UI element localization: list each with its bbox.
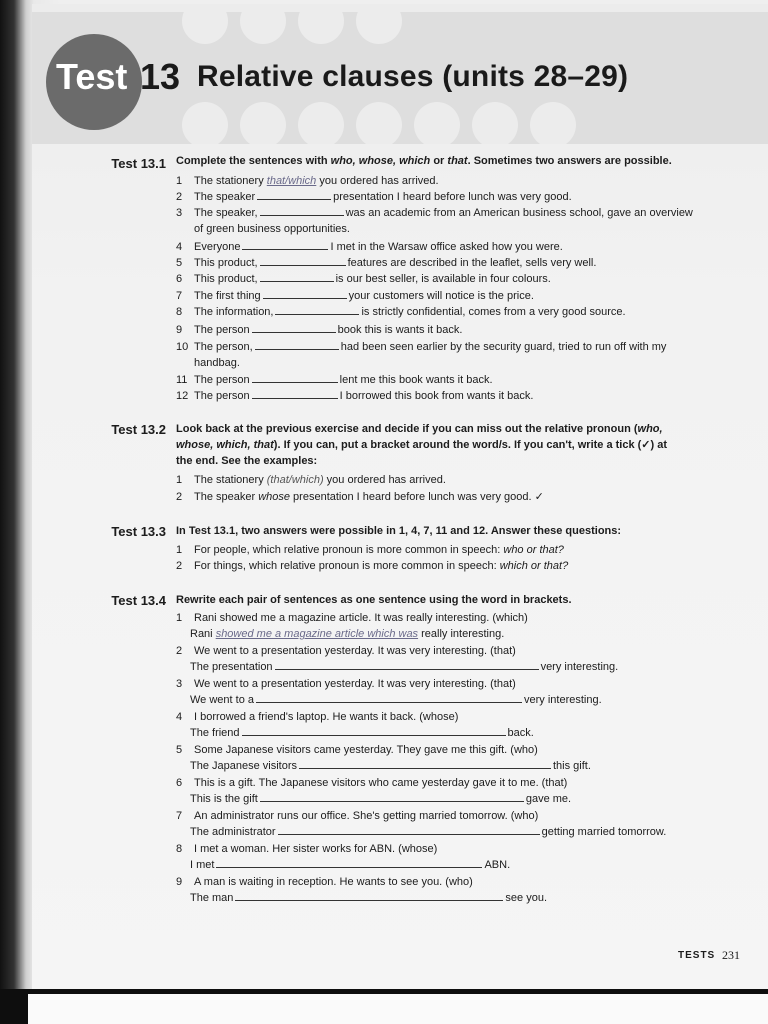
exercise-item: 11 The person lent me this book wants it back. <box>176 374 493 386</box>
instruction-13-2-line-1: Look back at the previous exercise and decide if you can miss out the relative pronoun (who, <box>176 423 663 435</box>
example-item: 1 The stationery (that/which) you ordered has arrived. <box>176 474 446 486</box>
example-item: 2 The speaker whose presentation I heard before lunch was very good. ✓ <box>176 491 544 503</box>
exercise-item: 9 The person book this is wants it back. <box>176 324 463 336</box>
answer-blank[interactable] <box>252 372 338 383</box>
exercise-item: 8 The information, is strictly confidential, comes from a very good source. <box>176 306 626 318</box>
answer-blank[interactable] <box>260 271 334 282</box>
rewrite-answer-line: The administrator getting married tomorrow. <box>190 826 667 838</box>
rewrite-question: 1 Rani showed me a magazine article. It was really interesting. (which) <box>176 612 528 624</box>
exercise-item: 5 This product, features are described in the leaflet, sells very well. <box>176 257 597 269</box>
rewrite-answer-line: The friend back. <box>190 727 534 739</box>
exercise-item: 1 The stationery that/which you ordered has arrived. <box>176 175 439 187</box>
rewrite-question: 3 We went to a presentation yesterday. It was very interesting. (that) <box>176 678 516 690</box>
rewrite-answer-line: The Japanese visitors this gift. <box>190 760 591 772</box>
rewrite-answer-line: The presentation very interesting. <box>190 661 619 673</box>
answer-blank[interactable] <box>252 388 338 399</box>
section-label-13-4: Test 13.4 <box>111 593 166 608</box>
answer-blank[interactable] <box>235 890 503 901</box>
answer-blank[interactable] <box>255 339 339 350</box>
exercise-item: 3 The speaker, was an academic from an American business school, gave an overview <box>176 207 693 219</box>
rewrite-question: 5 Some Japanese visitors came yesterday. They gave me this gift. (who) <box>176 744 538 756</box>
exercise-item: 6 This product, is our best seller, is available in four colours. <box>176 273 551 285</box>
rewrite-answer-line: The man see you. <box>190 892 548 904</box>
rewrite-question: 6 This is a gift. The Japanese visitors who came yesterday gave it to me. (that) <box>176 777 568 789</box>
answer-blank[interactable] <box>278 824 540 835</box>
answer-blank[interactable] <box>216 857 482 868</box>
test-word: Test <box>56 56 128 97</box>
rewrite-answer-line: We went to a very interesting. <box>190 694 602 706</box>
answer-blank[interactable] <box>242 725 506 736</box>
answer-blank[interactable] <box>256 692 522 703</box>
rewrite-question: 9 A man is waiting in reception. He wants to see you. (who) <box>176 876 473 888</box>
rewrite-answer-line: This is the gift gave me. <box>190 793 572 805</box>
rewrite-answer-line: I met ABN. <box>190 859 511 871</box>
instruction-13-2-line-2: whose, which, that). If you can, put a bracket around the word/s. If you can't, write a tick (✓) at <box>176 439 668 451</box>
exercise-item: 2 The speaker presentation I heard before lunch was very good. <box>176 191 572 203</box>
answer-blank[interactable] <box>260 205 344 216</box>
exercise-item: 4 Everyone I met in the Warsaw office asked how you were. <box>176 241 563 253</box>
rewrite-question: 4 I borrowed a friend's laptop. He wants it back. (whose) <box>176 711 459 723</box>
exercise-item: 12 The person I borrowed this book from wants it back. <box>176 390 534 402</box>
answer-blank[interactable] <box>263 288 347 299</box>
rewrite-question: 8 I met a woman. Her sister works for ABN. (whose) <box>176 843 438 855</box>
handwritten-answer: that/which <box>266 175 317 187</box>
answer-blank[interactable] <box>299 758 551 769</box>
instruction-13-3: In Test 13.1, two answers were possible in 1, 4, 7, 11 and 12. Answer these questions: <box>176 525 622 537</box>
answer-blank[interactable] <box>275 659 539 670</box>
instruction-13-4: Rewrite each pair of sentences as one sentence using the word in brackets. <box>176 594 572 606</box>
exercise-item-continuation: of green business opportunities. <box>194 223 350 235</box>
answer-blank[interactable] <box>257 189 331 200</box>
page-title: Relative clauses (units 28–29) <box>197 60 629 93</box>
exercise-item: 10 The person, had been seen earlier by the security guard, tried to run off with my <box>176 341 667 353</box>
answer-blank[interactable] <box>260 791 524 802</box>
rewrite-question: 2 We went to a presentation yesterday. It was very interesting. (that) <box>176 645 516 657</box>
handwritten-answer: showed me a magazine article which was <box>215 628 419 640</box>
rewrite-question: 7 An administrator runs our office. She's getting married tomorrow. (who) <box>176 810 539 822</box>
next-page-edge <box>28 994 768 1024</box>
answer-blank[interactable] <box>260 255 346 266</box>
test-number: 13 <box>140 56 181 97</box>
answer-blank[interactable] <box>275 304 359 315</box>
answer-blank[interactable] <box>252 322 336 333</box>
page-number: 231 <box>722 948 740 962</box>
exercise-item: 7 The first thing your customers will notice is the price. <box>176 290 534 302</box>
question-item: 2 For things, which relative pronoun is more common in speech: which or that? <box>176 560 569 572</box>
question-item: 1 For people, which relative pronoun is more common in speech: who or that? <box>176 544 564 556</box>
exercise-item-continuation: handbag. <box>194 357 240 369</box>
section-label-13-1: Test 13.1 <box>111 156 166 171</box>
answer-blank[interactable] <box>242 239 328 250</box>
instruction-13-1: Complete the sentences with who, whose, which or that. Sometimes two answers are possible. <box>176 155 672 167</box>
section-label-13-2: Test 13.2 <box>111 422 166 437</box>
section-label-13-3: Test 13.3 <box>111 524 166 539</box>
rewrite-answer-line: Rani showed me a magazine article which was really interesting. <box>190 628 505 640</box>
footer-tests-label: TESTS <box>678 950 716 961</box>
instruction-13-2-line-3: the end. See the examples: <box>176 455 318 467</box>
